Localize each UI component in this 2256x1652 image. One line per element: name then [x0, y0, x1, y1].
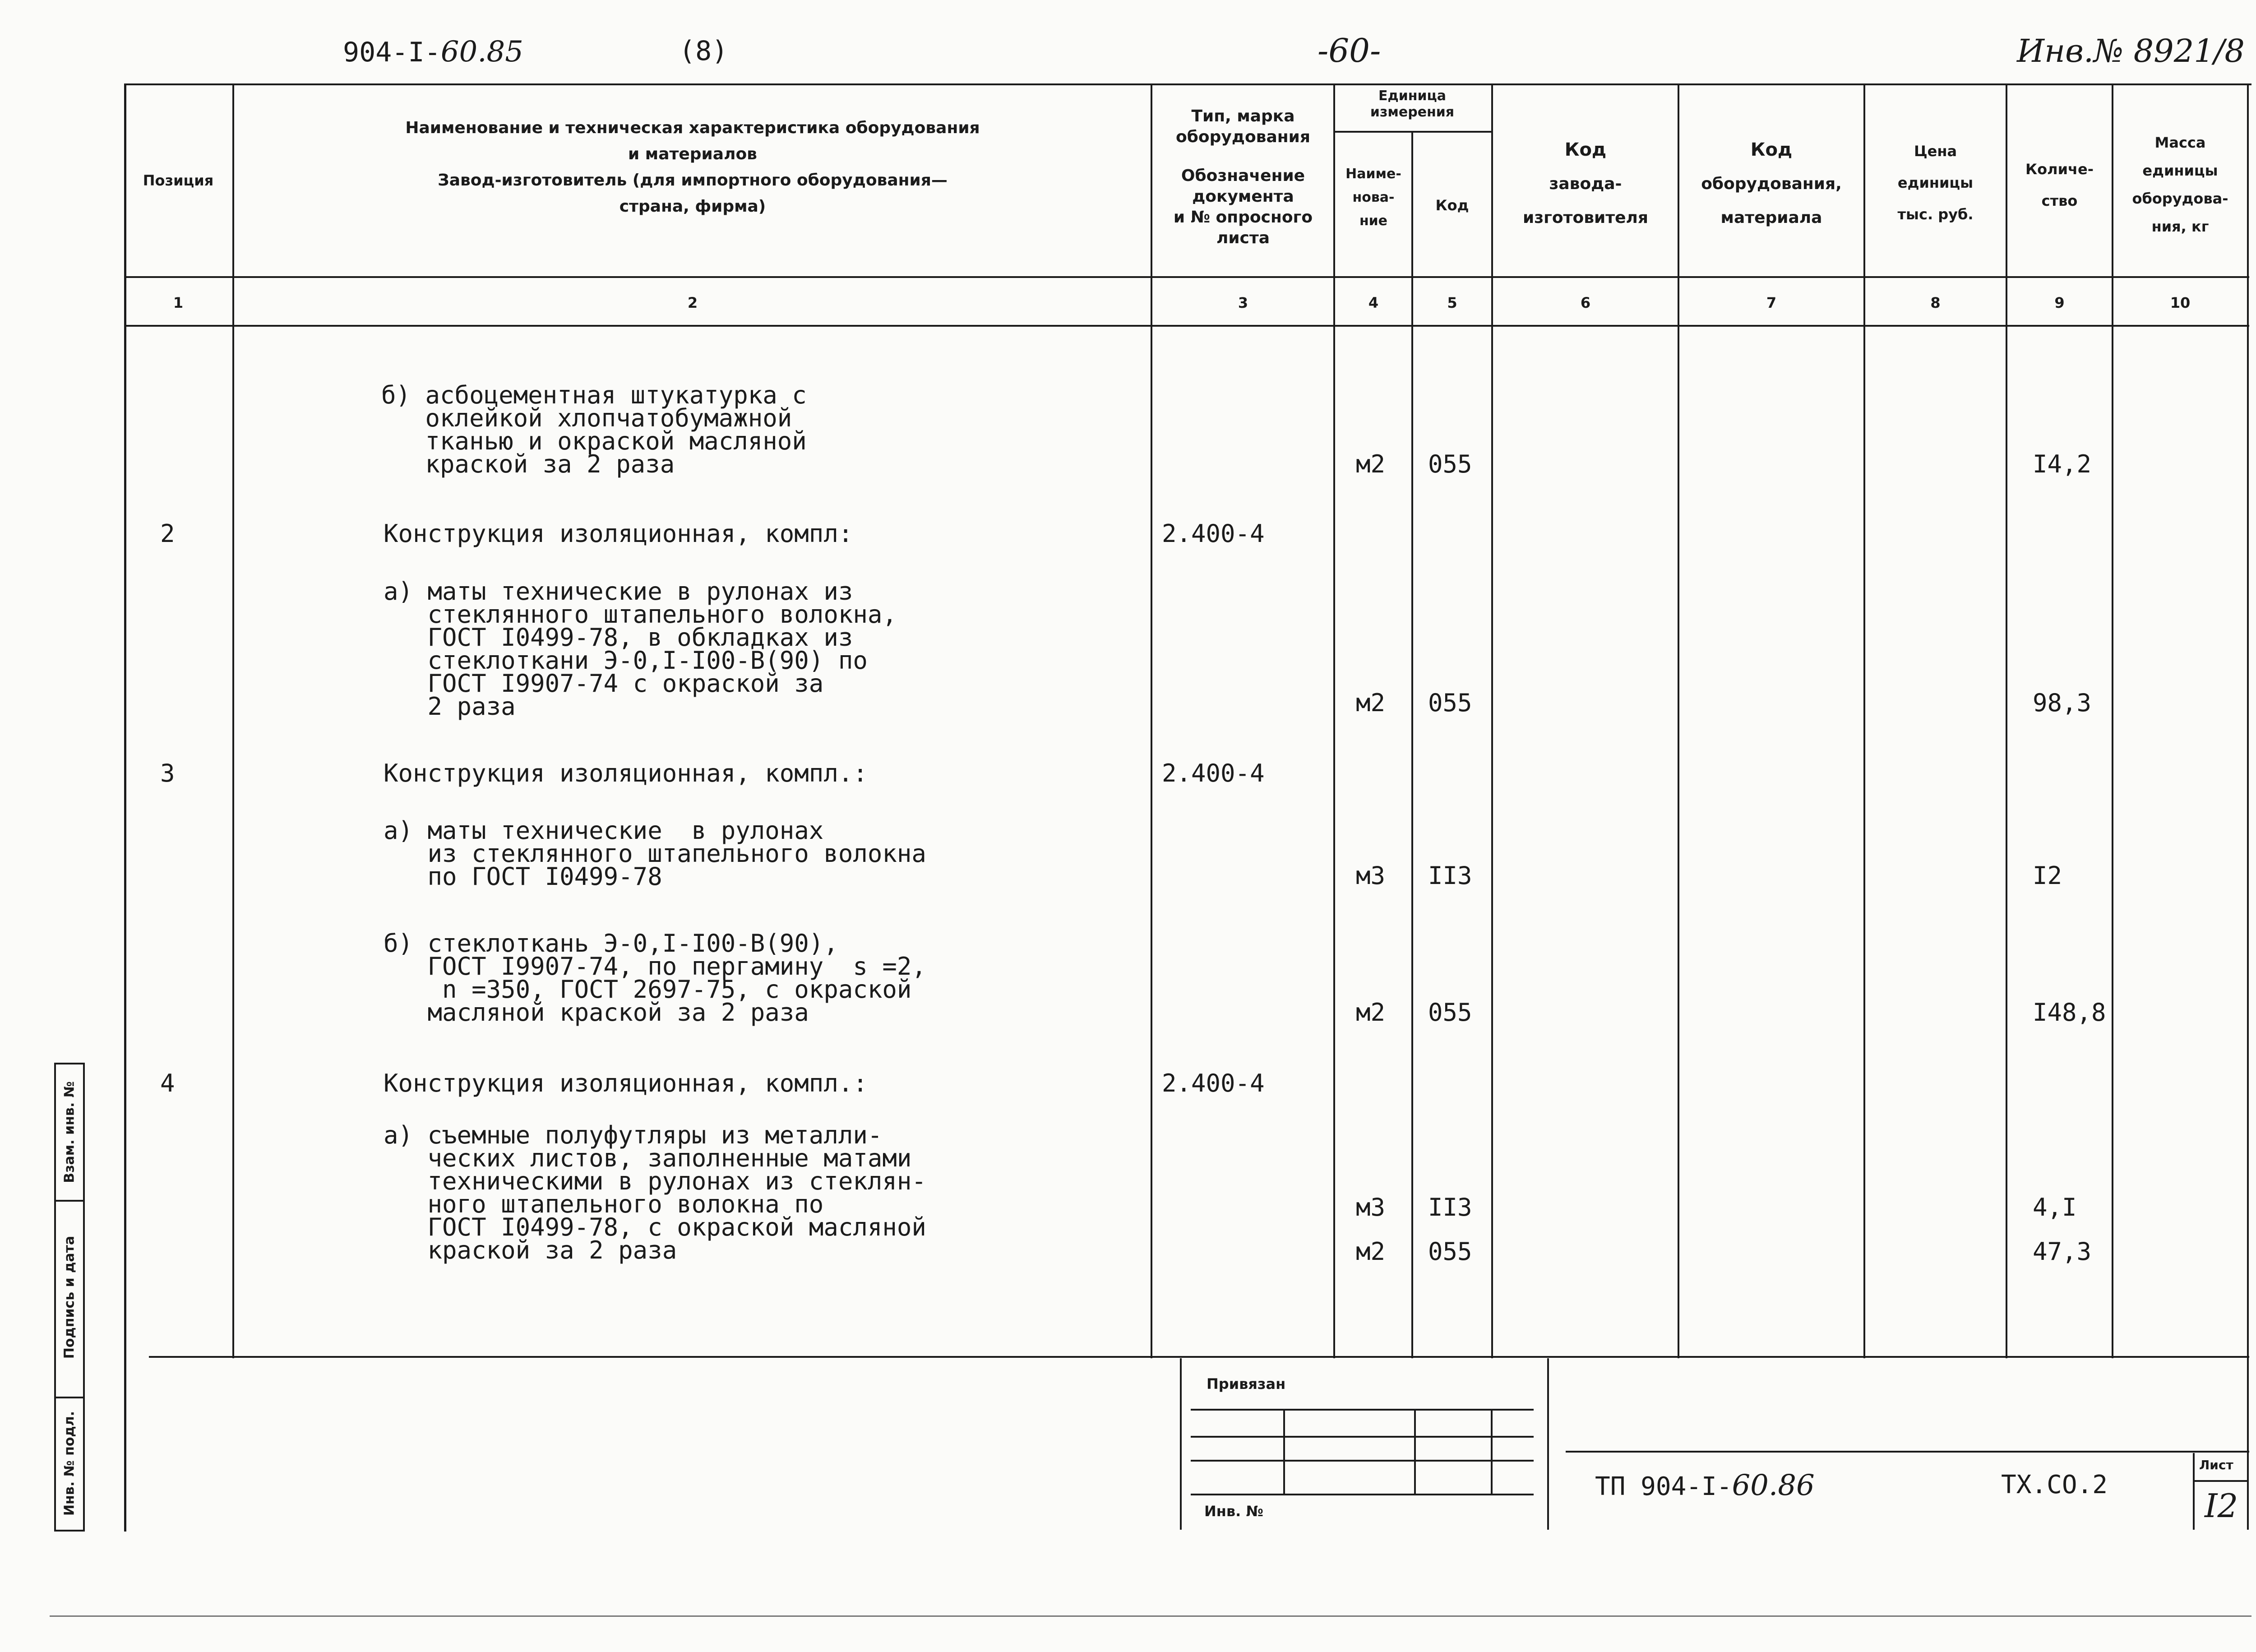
- item-unit: м2: [1356, 1237, 1386, 1266]
- project-code-print: ТП 904-I-: [1595, 1472, 1732, 1501]
- header-equipment-line: материала: [1720, 208, 1822, 227]
- header-type-line: оборудования: [1176, 128, 1310, 146]
- item-quantity: 4,I: [2033, 1193, 2077, 1222]
- header-equipment-line: Код: [1750, 139, 1793, 160]
- header-position: Позиция: [143, 172, 214, 189]
- column-number: 10: [2170, 294, 2191, 311]
- sheet-parenthesis: (8): [679, 35, 728, 67]
- header-mass-line: Масса: [2154, 134, 2206, 151]
- sheet-line: [2195, 1480, 2249, 1482]
- item-description: Конструкция изоляционная, компл:: [384, 519, 853, 548]
- header-factory-line: завода-: [1549, 175, 1622, 193]
- header-price: [1865, 135, 2006, 230]
- stamp-line: [1283, 1409, 1285, 1495]
- col-divider: [1863, 83, 1865, 1358]
- item-code: II3: [1428, 1193, 1472, 1222]
- item-position: 3: [160, 759, 175, 787]
- item-description: Конструкция изоляционная, компл.:: [384, 1069, 868, 1097]
- header-unit-name-line: Наиме-: [1345, 166, 1401, 182]
- column-number: 7: [1766, 294, 1777, 311]
- sheet-number: I2: [2205, 1487, 2238, 1525]
- body-bottom-line: [149, 1356, 2249, 1358]
- header-factory-line: Код: [1564, 139, 1607, 160]
- header-equipment-line: оборудования,: [1701, 175, 1842, 193]
- item-description: б) стеклоткань Э-0,I-I00-В(90), ГОСТ I9907-74, по пергамину s =2, n =350, ГОСТ 2697-75, с окраской масляной краской за 2 раза: [384, 929, 926, 1027]
- header-name-line: Завод-изготовитель (для импортного оборудования—: [438, 171, 948, 190]
- header-type-line: Тип, марка: [1191, 107, 1295, 125]
- item-quantity: I48,8: [2033, 998, 2106, 1027]
- header-quantity-line: Количе-: [2025, 161, 2094, 178]
- header-type-line: документа: [1192, 187, 1294, 206]
- item-code: 055: [1428, 1237, 1472, 1266]
- column-number: 9: [2054, 294, 2065, 311]
- item-position: 4: [160, 1069, 175, 1097]
- header-factory-line: изготовителя: [1522, 208, 1649, 227]
- item-unit: м3: [1356, 861, 1386, 890]
- item-code: 055: [1428, 689, 1472, 717]
- unit-group-line: [1333, 131, 1491, 133]
- header-type: [1153, 106, 1333, 249]
- tied-label: Привязан: [1207, 1375, 1286, 1393]
- col-divider: [1151, 83, 1152, 1358]
- side-label-original: Инв. № подл.: [61, 1411, 78, 1516]
- stamp-line: [1191, 1436, 1534, 1438]
- document-code-handwritten: 60.85: [440, 35, 523, 69]
- column-number: 4: [1368, 294, 1379, 311]
- stamp-line: [1191, 1494, 1534, 1495]
- item-code: II3: [1428, 861, 1472, 890]
- item-quantity: 98,3: [2033, 689, 2092, 717]
- column-number: 6: [1580, 294, 1591, 311]
- document-code: [343, 35, 523, 69]
- header-price-line: Цена: [1914, 143, 1957, 160]
- header-equipment-code: [1679, 133, 1863, 235]
- header-type-line: листа: [1216, 229, 1270, 247]
- item-unit: м3: [1356, 1193, 1386, 1222]
- item-quantity: I2: [2033, 861, 2062, 890]
- item-code: 055: [1428, 998, 1472, 1027]
- column-number: 1: [173, 294, 184, 311]
- document-designation: ТХ.СО.2: [2001, 1470, 2108, 1499]
- header-price-line: тыс. руб.: [1897, 206, 1974, 223]
- sheet-label: Лист: [2199, 1458, 2233, 1472]
- item-quantity: I4,2: [2033, 450, 2092, 478]
- header-unit-line: измерения: [1370, 104, 1455, 120]
- stamp-line: [1414, 1409, 1416, 1495]
- col-divider: [1411, 131, 1413, 1358]
- header-factory-code: [1493, 133, 1678, 235]
- header-price-line: единицы: [1897, 174, 1974, 191]
- item-description: б) асбоцементная штукатурка с оклейкой хлопчатобумажной тканью и окраской масляной краской за 2 раза: [381, 381, 807, 478]
- stamp-line: [1191, 1460, 1534, 1462]
- sheet-box: [2193, 1453, 2249, 1530]
- stamp-line: [1491, 1409, 1493, 1495]
- header-unit-code: Код: [1435, 197, 1469, 214]
- header-bottom-line: [124, 276, 2249, 278]
- side-label-signature: Подпись и дата: [61, 1236, 78, 1359]
- item-document: 2.400-4: [1162, 519, 1265, 548]
- header-mass-line: единицы: [2142, 162, 2218, 179]
- col-divider: [1333, 83, 1335, 1358]
- header-type-line: Обозначение: [1181, 167, 1305, 185]
- item-code: 055: [1428, 450, 1472, 478]
- header-mass-line: оборудова-: [2132, 190, 2228, 207]
- column-number: 3: [1238, 294, 1248, 311]
- item-description: а) маты технические в рулонах из стеклянного штапельного волокна по ГОСТ I0499-78: [384, 816, 926, 891]
- header-unit-name-line: ние: [1359, 213, 1388, 229]
- header-type-line: и № опросного: [1173, 208, 1313, 227]
- column-number: 5: [1447, 294, 1457, 311]
- item-unit: м2: [1356, 689, 1386, 717]
- header-mass: [2113, 129, 2247, 241]
- number-row-line: [124, 325, 2249, 327]
- header-name-line: страна, фирма): [619, 197, 766, 216]
- item-position: 2: [160, 519, 175, 548]
- header-name-line: и материалов: [628, 145, 757, 163]
- col-divider: [2006, 83, 2007, 1358]
- header-unit-line: Единица: [1378, 88, 1446, 104]
- header-unit-name: [1336, 162, 1411, 233]
- title-block-line: [1566, 1451, 2249, 1453]
- column-number: 2: [687, 294, 698, 311]
- page-number: -60-: [1318, 32, 1381, 69]
- item-description: а) съемные полуфутляры из металли- ческих листов, заполненные матами техническими в рулонах из стеклян- ного штапельного волокна по ГОСТ I0499-78, с окраской масляной краской за 2 раза: [384, 1121, 926, 1264]
- column-number: 8: [1930, 294, 1941, 311]
- side-stamp-replaced: [54, 1063, 85, 1202]
- header-name: [235, 115, 1151, 220]
- item-description: а) маты технические в рулонах из стеклянного штапельного волокна, ГОСТ I0499-78, в обкладках из стеклоткани Э-0,I-I00-В(90) по ГОСТ I9907-74 с окраской за 2 раза: [384, 577, 897, 721]
- tied-stamp: [1180, 1358, 1549, 1530]
- inventory-number: Инв.№ 8921/8: [2017, 32, 2245, 69]
- header-quantity: [2007, 153, 2112, 217]
- scan-edge-line: [50, 1615, 2251, 1617]
- side-stamp-signature: [54, 1198, 85, 1398]
- stamp-line: [1191, 1409, 1534, 1411]
- item-document: 2.400-4: [1162, 759, 1265, 787]
- document-code-print: 904-I-: [343, 37, 441, 68]
- side-stamp-original: [54, 1397, 85, 1532]
- header-mass-line: ния, кг: [2151, 218, 2209, 235]
- item-unit: м2: [1356, 998, 1386, 1027]
- header-unit-name-line: нова-: [1352, 190, 1395, 205]
- project-code-handwritten: 60.86: [1732, 1469, 1815, 1502]
- side-label-replaced: Взам. инв. №: [61, 1081, 78, 1183]
- col-divider: [2247, 83, 2249, 1530]
- header-quantity-line: ство: [2041, 192, 2078, 209]
- col-divider: [2112, 83, 2113, 1358]
- item-quantity: 47,3: [2033, 1237, 2092, 1266]
- item-unit: м2: [1356, 450, 1386, 478]
- project-code: [1595, 1469, 1815, 1502]
- inv-no-label: Инв. №: [1204, 1503, 1263, 1520]
- col-divider: [1491, 83, 1493, 1358]
- item-document: 2.400-4: [1162, 1069, 1265, 1097]
- header-unit-group: [1333, 88, 1491, 120]
- item-description: Конструкция изоляционная, компл.:: [384, 759, 868, 787]
- col-divider: [232, 83, 234, 1358]
- col-divider: [1678, 83, 1679, 1358]
- header-name-line: Наименование и техническая характеристика оборудования: [405, 119, 980, 137]
